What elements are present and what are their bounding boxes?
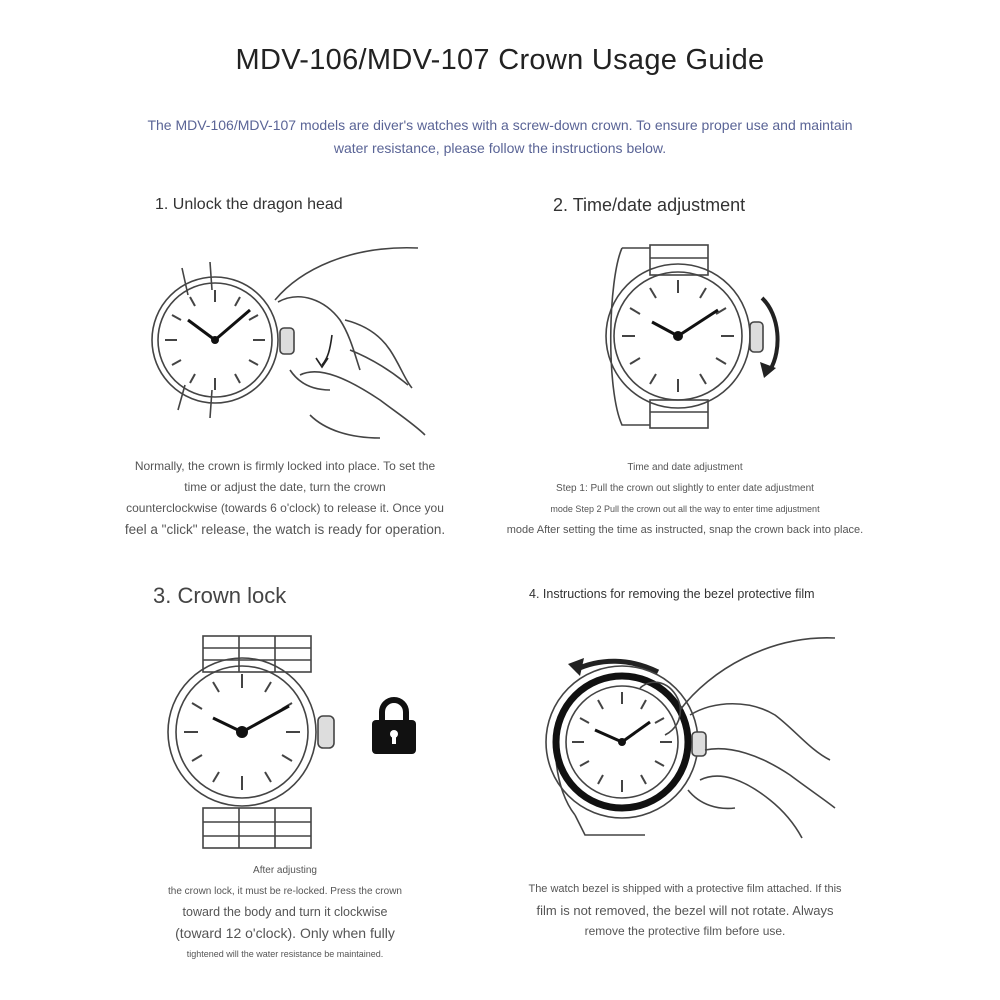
page-title: MDV-106/MDV-107 Crown Usage Guide: [235, 44, 765, 76]
section-4-description: [505, 879, 865, 942]
desc-line: toward the body and turn it clockwise: [182, 905, 388, 919]
desc-line: Time and date adjustment: [627, 462, 743, 473]
section-4-heading: 4. Instructions for removing the bezel protective film: [529, 587, 815, 601]
desc-line: The watch bezel is shipped with a protective film attached. If this: [528, 883, 842, 895]
desc-line: film is not removed, the bezel will not rotate. Always: [536, 903, 834, 918]
desc-line: mode Step 2 Pull the crown out all the way to enter time adjustment: [550, 504, 820, 514]
section-2-heading: 2. Time/date adjustment: [553, 195, 746, 215]
desc-line: feel a "click" release, the watch is ready for operation.: [124, 522, 446, 537]
desc-line: (toward 12 o'clock). Only when fully: [175, 925, 395, 941]
watch-bezel-film-illustration: [540, 630, 840, 840]
desc-line: After adjusting: [253, 865, 317, 876]
intro-line: The MDV-106/MDV-107 models are diver's watches with a screw-down crown. To ensure proper use and maintain: [147, 117, 853, 133]
section-3-description: [140, 860, 430, 965]
desc-line: counterclockwise (towards 6 o'clock) to release it. Once you: [126, 501, 444, 515]
desc-line: mode After setting the time as instructed, snap the crown back into place.: [506, 523, 864, 536]
desc-line: time or adjust the date, turn the crown: [184, 480, 386, 494]
watch-crown-rotate-illustration: [600, 240, 800, 430]
desc-line: Normally, the crown is firmly locked into place. To set the: [134, 459, 436, 473]
desc-line: the crown lock, it must be re-locked. Press the crown: [168, 886, 402, 897]
section-2-description: [490, 458, 880, 540]
watch-lock-illustration: [165, 632, 345, 852]
desc-line: Step 1: Pull the crown out slightly to enter date adjustment: [556, 482, 814, 494]
section-1-description: [110, 456, 460, 540]
section-1-heading: 1. Unlock the dragon head: [155, 196, 343, 213]
intro-line: water resistance, please follow the instructions below.: [333, 140, 667, 156]
desc-line: tightened will the water resistance be maintained.: [186, 949, 384, 959]
intro-text: [130, 114, 870, 160]
desc-line: remove the protective film before use.: [584, 924, 786, 938]
padlock-icon: [370, 696, 418, 756]
section-3-heading: 3. Crown lock: [153, 583, 287, 608]
watch-hand-unlock-illustration: [150, 240, 430, 440]
